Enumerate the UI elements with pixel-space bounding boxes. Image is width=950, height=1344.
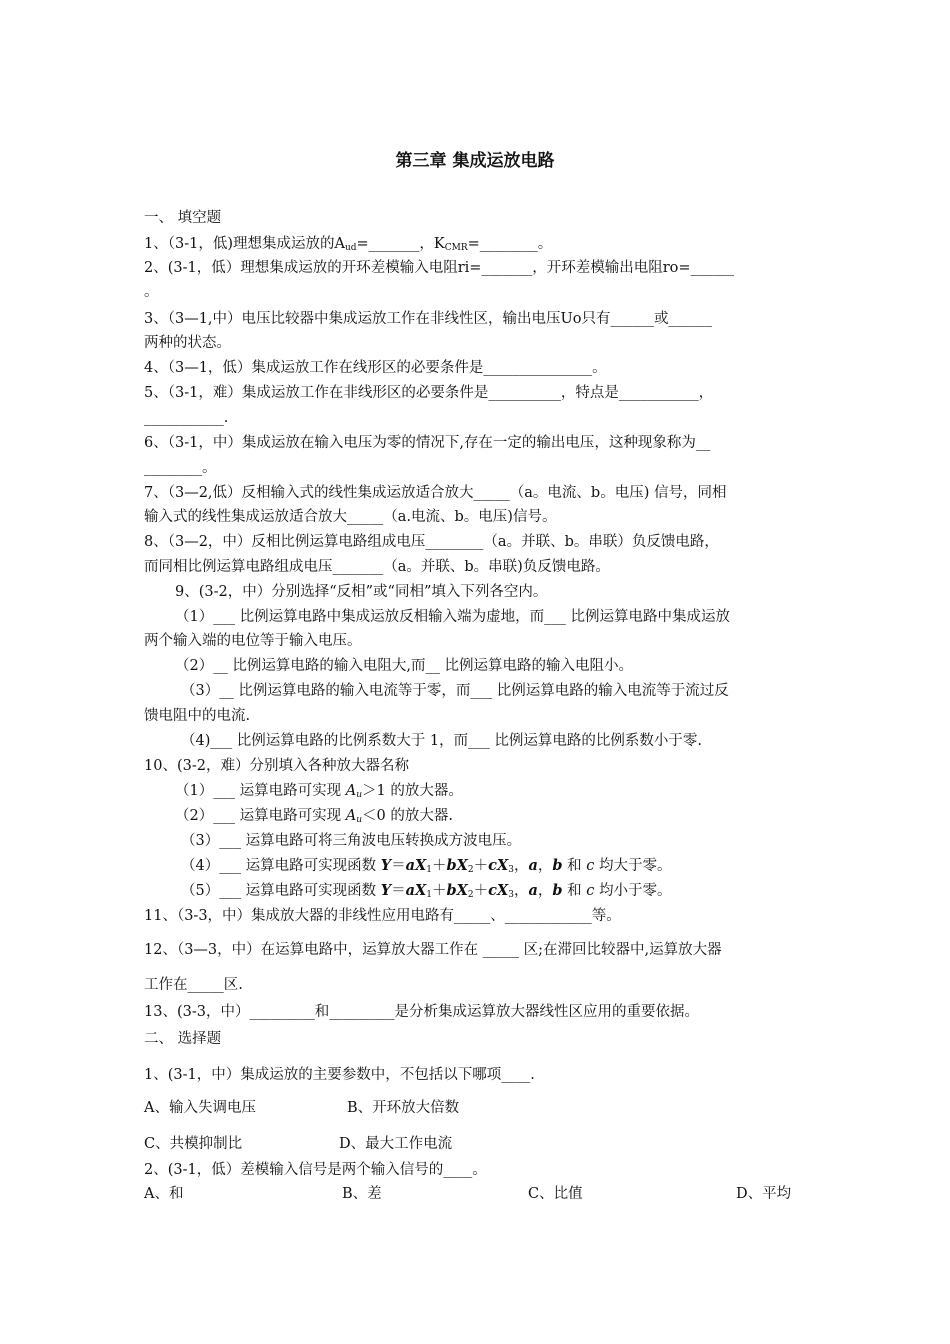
feq4: ＝	[391, 858, 406, 874]
q10-head: 10、(3-2，难）分别填入各种放大器名称	[144, 758, 409, 774]
q3-line2: 两种的状态。	[144, 335, 231, 351]
fcm4b: ，	[537, 858, 553, 874]
f15: 1	[426, 890, 432, 900]
q9-s4: （4)___ 比例运算电路的比例系数大于 1，而___ 比例运算电路的比例系数小于零.	[181, 733, 703, 749]
q10-s5	[181, 881, 847, 901]
q9-s2: （2）__ 比例运算电路的输入电阻大,而__ 比例运算电路的输入电阻小。	[175, 658, 634, 674]
fa5: a	[405, 882, 415, 899]
c2-question: 2、(3-1，低）差模输入信号是两个输入信号的____。	[144, 1162, 487, 1178]
q2-line2: 。	[144, 284, 159, 300]
c1-question: 1、(3-1，中）集成运放的主要参数中，不包括以下哪项____.	[144, 1067, 535, 1083]
q3-line1: 3、（3—1,中）电压比较器中集成运放工作在非线性区，输出电压Uo只有______或______	[144, 311, 712, 327]
fc5b: c	[586, 883, 595, 899]
c2-option-c[interactable]: C、比值	[528, 1186, 583, 1202]
fp4b: ＋	[473, 858, 489, 874]
fc5: c	[488, 882, 497, 899]
fb4b: b	[552, 857, 563, 874]
q7-line1: 7、（3—2,低）反相输入式的线性集成运放适合放大_____（a。电流、b。电压) 信号，同相	[144, 485, 727, 501]
q10-s2-text: （2）___ 运算电路可实现	[175, 808, 346, 824]
f34: 3	[508, 865, 514, 875]
q4: 4、（3—1，低）集成运放工作在线形区的必要条件是_______________。	[144, 360, 607, 376]
section-choice: 二、 选择题	[144, 1031, 222, 1047]
q10-s4-text: （4）___ 运算电路可实现函数	[181, 858, 381, 874]
fp5b: ＋	[473, 883, 489, 899]
fy5: Y	[380, 882, 392, 899]
q8-line2: 而同相比例运算电路组成电压_______（a。并联、b。串联)负反馈电路。	[144, 559, 610, 575]
q9-s1-line2: 两个输入端的电位等于输入电压。	[144, 633, 362, 649]
q1-sub-cmr: CMR	[444, 243, 468, 253]
q10-s1-var: A	[345, 783, 357, 799]
c1-option-d[interactable]: D、最大工作电流	[339, 1136, 453, 1152]
q1	[144, 234, 810, 254]
fb5b: b	[552, 882, 563, 899]
fc4: c	[488, 857, 497, 874]
fb4: b	[446, 857, 457, 874]
q13: 13、(3-3，中）_________和_________是分析集成运算放大器线性区应用的重要依据。	[144, 1004, 699, 1020]
fand4: 和	[562, 858, 587, 874]
q10-s1-sub: u	[356, 790, 362, 800]
f24: 2	[467, 865, 474, 875]
fx5a: X	[414, 882, 427, 899]
q10-s5-text: （5）___ 运算电路可实现函数	[181, 883, 381, 899]
fand5: 和	[562, 883, 587, 899]
fx5b: X	[456, 882, 468, 899]
c2-option-b[interactable]: B、差	[342, 1186, 382, 1202]
q10-s4-tail: 均大于零。	[594, 858, 672, 874]
f35: 3	[508, 890, 514, 900]
page-title: 第三章 集成运放电路	[395, 151, 555, 171]
c1-option-b[interactable]: B、开环放大倍数	[347, 1100, 460, 1116]
q10-s1-tail: ＞1 的放大器。	[361, 783, 463, 799]
q7-line2: 输入式的线性集成运放适合放大_____（a.电流、b。电压)信号。	[144, 509, 557, 525]
c1-option-a[interactable]: A、输入失调电压	[144, 1100, 256, 1116]
q8-line1: 8、（3—2，中）反相比例运算电路组成电压________（a。并联、b。串联）负反馈电路，	[144, 534, 719, 550]
q11: 11、（3-3，中）集成放大器的非线性应用电路有_____、____________等。	[144, 908, 621, 924]
q9-s3-line2: 馈电阻中的电流.	[144, 708, 251, 724]
fa4: a	[405, 857, 415, 874]
fx4b: X	[456, 857, 468, 874]
q12-line2: 工作在_____区.	[144, 977, 243, 993]
fa4b: a	[528, 857, 538, 874]
q10-s3: （3）___ 运算电路可将三角波电压转换成方波电压。	[181, 833, 522, 849]
f25: 2	[467, 890, 474, 900]
fx4c: X	[496, 857, 509, 874]
fc4b: c	[586, 858, 595, 874]
fy4: Y	[380, 857, 392, 874]
q2-line1: 2、(3-1，低）理想集成运放的开环差模输入电阻ri=_______，开环差模输出电阻ro=______	[144, 260, 735, 276]
q10-s5-tail: 均小于零。	[594, 883, 672, 899]
fx5c: X	[496, 882, 509, 899]
q1-text: 1、（3-1，低)理想集成运放的A	[144, 236, 345, 252]
c2-option-a[interactable]: A、和	[144, 1186, 184, 1202]
fcm5b: ，	[537, 883, 553, 899]
q9-s1-line1: （1）___ 比例运算电路中集成运放反相输入端为虚地，而___ 比例运算电路中集成运放	[175, 609, 730, 625]
q10-s1	[175, 781, 841, 801]
q1-text3: =________。	[467, 236, 553, 252]
fcm5a: ，	[513, 883, 529, 899]
q6-line1: 6、（3-1，中）集成运放在输入电压为零的情况下,存在一定的输出电压，这种现象称为__	[144, 435, 711, 451]
q10-s1-text: （1）___ 运算电路可实现	[175, 783, 346, 799]
section-fill-in: 一、 填空题	[144, 210, 222, 226]
f14: 1	[426, 865, 432, 875]
c2-option-d[interactable]: D、平均	[736, 1186, 792, 1202]
q6-line2: ________。	[144, 460, 217, 476]
c1-option-c[interactable]: C、共模抑制比	[144, 1136, 243, 1152]
q10-s4	[181, 856, 847, 876]
fa5b: a	[528, 882, 538, 899]
fp5a: ＋	[431, 883, 447, 899]
q10-s2-sub: u	[356, 815, 362, 825]
fp4a: ＋	[431, 858, 447, 874]
fb5: b	[446, 882, 457, 899]
q12-line1: 12、（3—3，中）在运算电路中，运算放大器工作在 _____ 区;在滞回比较器中,运算放大器	[144, 942, 722, 958]
q10-s2-var: A	[345, 808, 357, 824]
q5-line1: 5、（3-1，难）集成运放工作在非线形区的必要条件是__________，特点是___________，	[144, 385, 714, 401]
q10-s2	[175, 806, 841, 826]
q1-text2: =_______，K	[356, 236, 445, 252]
fcm4a: ，	[513, 858, 529, 874]
q1-sub-ud: ud	[344, 243, 357, 253]
q5-line2: ___________.	[144, 410, 229, 426]
fx4a: X	[414, 857, 427, 874]
q9-s3-line1: （3）__ 比例运算电路的输入电流等于零，而___ 比例运算电路的输入电流等于流过反	[181, 683, 729, 699]
feq5: ＝	[391, 883, 406, 899]
q9-head: 9、(3-2，中）分别选择“反相”或“同相”填入下列各空内。	[175, 584, 548, 600]
q10-s2-tail: ＜0 的放大器.	[361, 808, 453, 824]
